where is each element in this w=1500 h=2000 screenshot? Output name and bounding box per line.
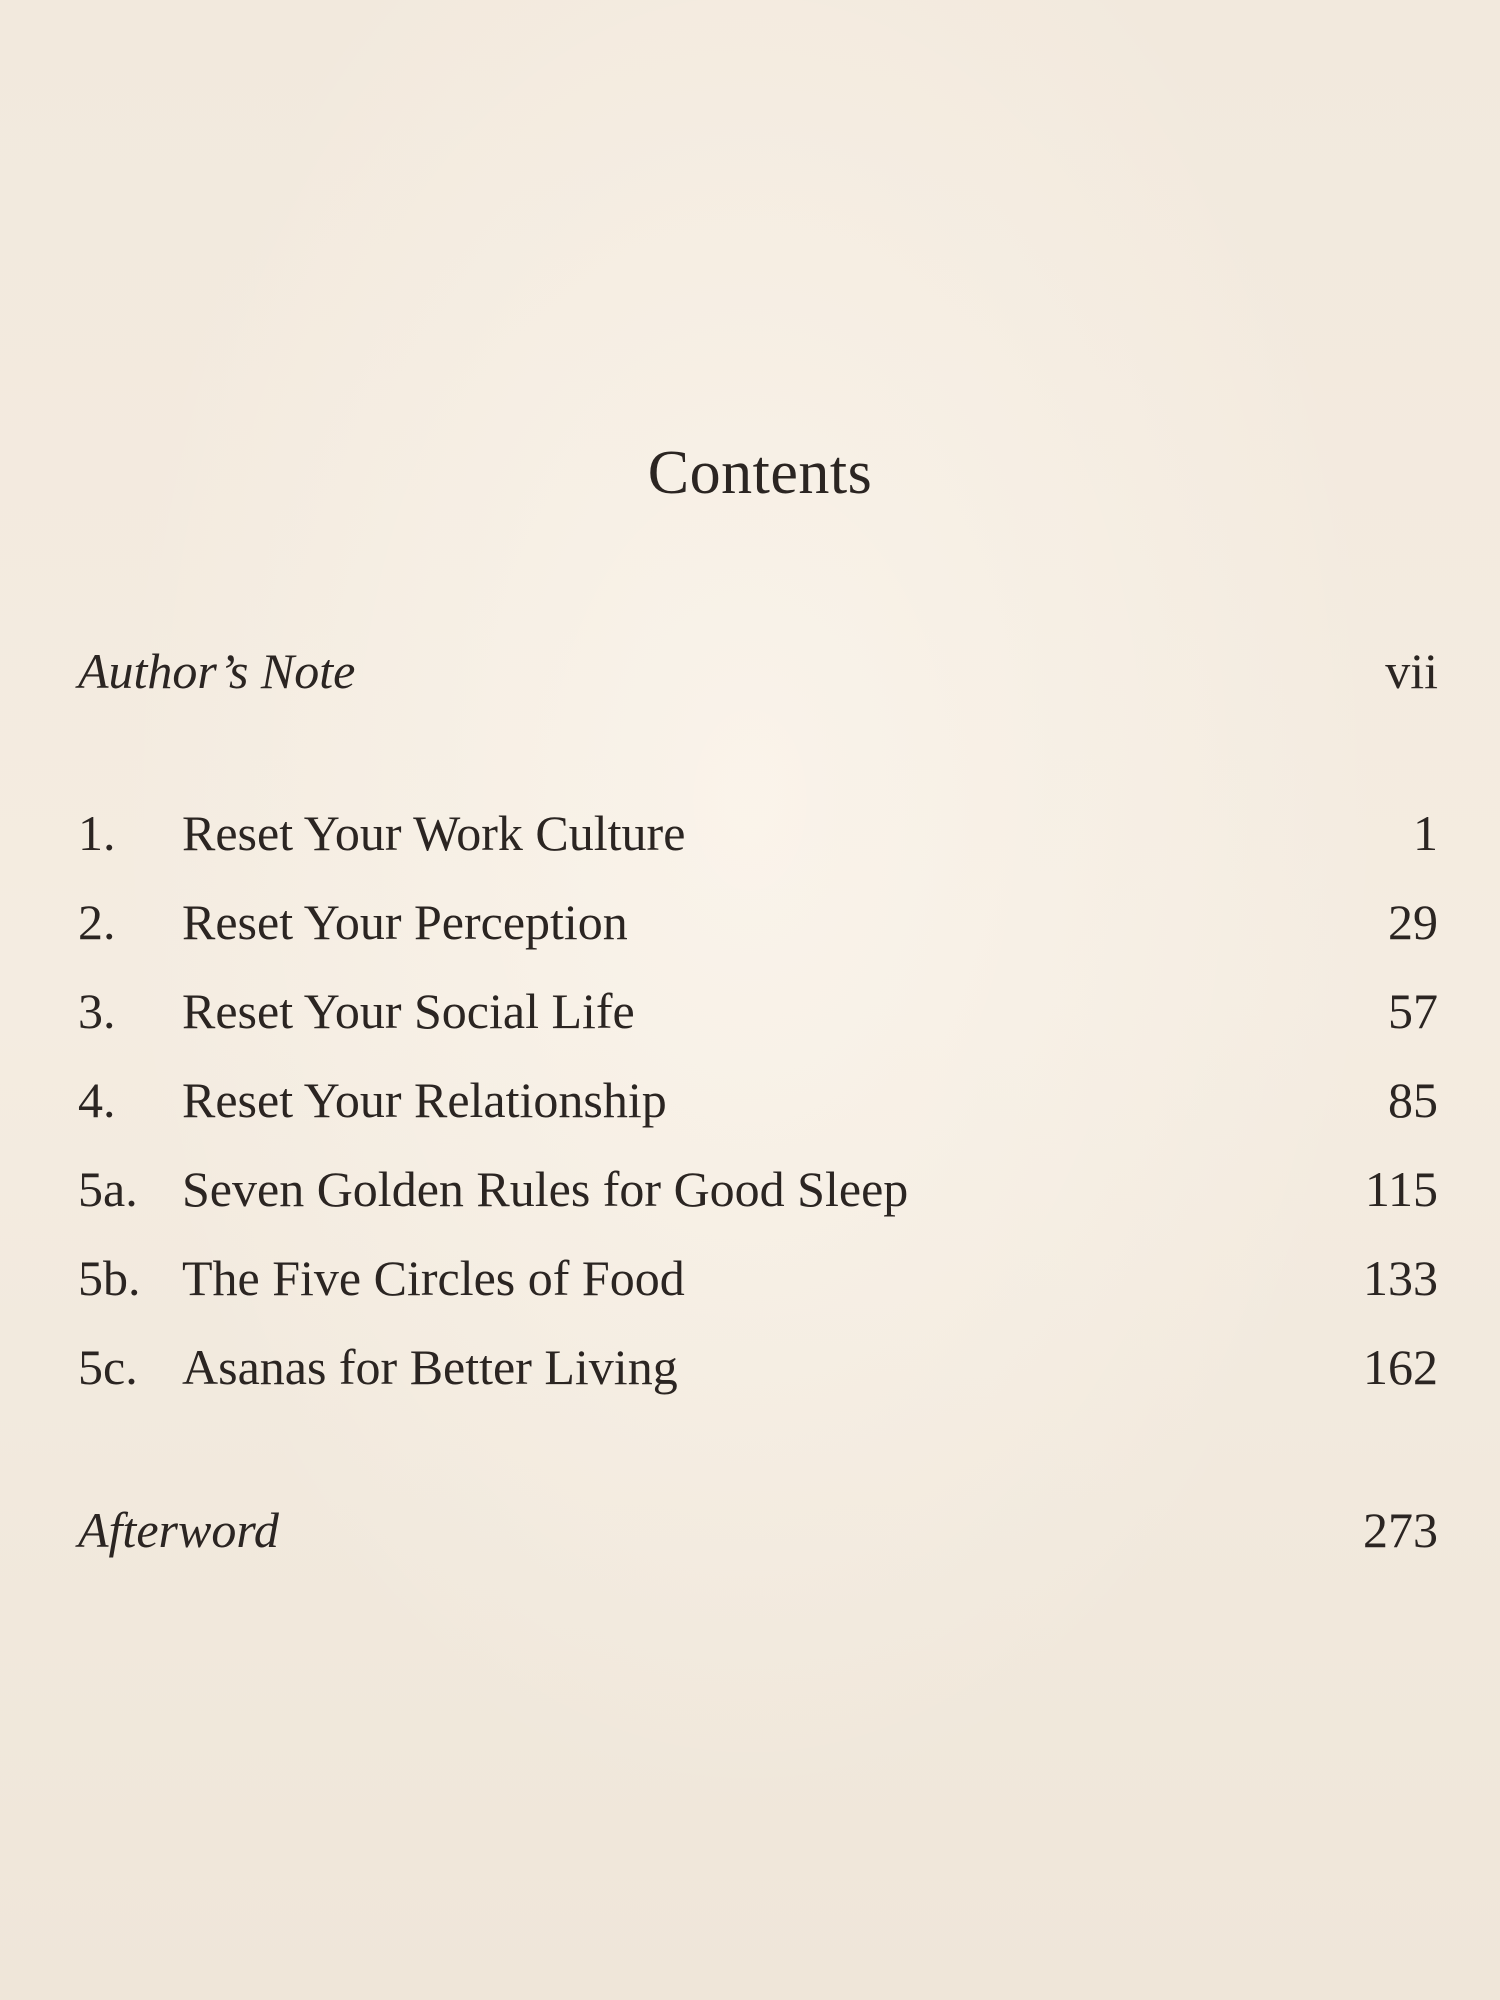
toc-entry-page: 273 <box>1363 1502 1438 1558</box>
toc-entry-page: vii <box>1385 643 1438 699</box>
toc-entry-page: 1 <box>1413 805 1438 861</box>
toc-entry-chapter-5b <box>78 1243 1438 1313</box>
toc-entry-number: 4. <box>78 1072 116 1128</box>
toc-entry-label: Afterword <box>78 1502 279 1558</box>
toc-entry-number: 3. <box>78 983 116 1039</box>
toc-entry-label: The Five Circles of Food <box>182 1250 685 1306</box>
toc-entry-page: 133 <box>1363 1250 1438 1306</box>
toc-entry-page: 85 <box>1388 1072 1438 1128</box>
toc-entry-page: 29 <box>1388 894 1438 950</box>
toc-entry-authors-note <box>78 636 1438 706</box>
toc-entry-label: Reset Your Work Culture <box>182 805 686 861</box>
toc-entry-chapter-4 <box>78 1065 1438 1135</box>
toc-entry-chapter-3 <box>78 976 1438 1046</box>
toc-entry-number: 5a. <box>78 1161 138 1217</box>
toc-entry-number: 5b. <box>78 1250 141 1306</box>
toc-entry-chapter-1 <box>78 798 1438 868</box>
toc-entry-label: Seven Golden Rules for Good Sleep <box>182 1161 909 1217</box>
toc-entry-number: 5c. <box>78 1339 138 1395</box>
page-title: Contents <box>647 439 873 507</box>
toc-entry-number: 2. <box>78 894 116 950</box>
toc-entry-chapter-5a <box>78 1154 1438 1224</box>
toc-entry-afterword <box>78 1495 1438 1565</box>
toc-entry-chapter-2 <box>78 887 1438 957</box>
toc-entry-chapter-5c <box>78 1332 1438 1402</box>
toc-entry-page: 115 <box>1364 1161 1438 1217</box>
toc-entry-label: Author’s Note <box>78 643 356 699</box>
toc-entry-label: Reset Your Perception <box>182 894 628 950</box>
toc-entry-page: 162 <box>1363 1339 1438 1395</box>
toc-entry-number: 1. <box>78 805 116 861</box>
toc-entry-label: Asanas for Better Living <box>182 1339 678 1395</box>
toc-entry-label: Reset Your Relationship <box>182 1072 667 1128</box>
toc-entry-page: 57 <box>1388 983 1438 1039</box>
toc-entry-label: Reset Your Social Life <box>182 983 635 1039</box>
